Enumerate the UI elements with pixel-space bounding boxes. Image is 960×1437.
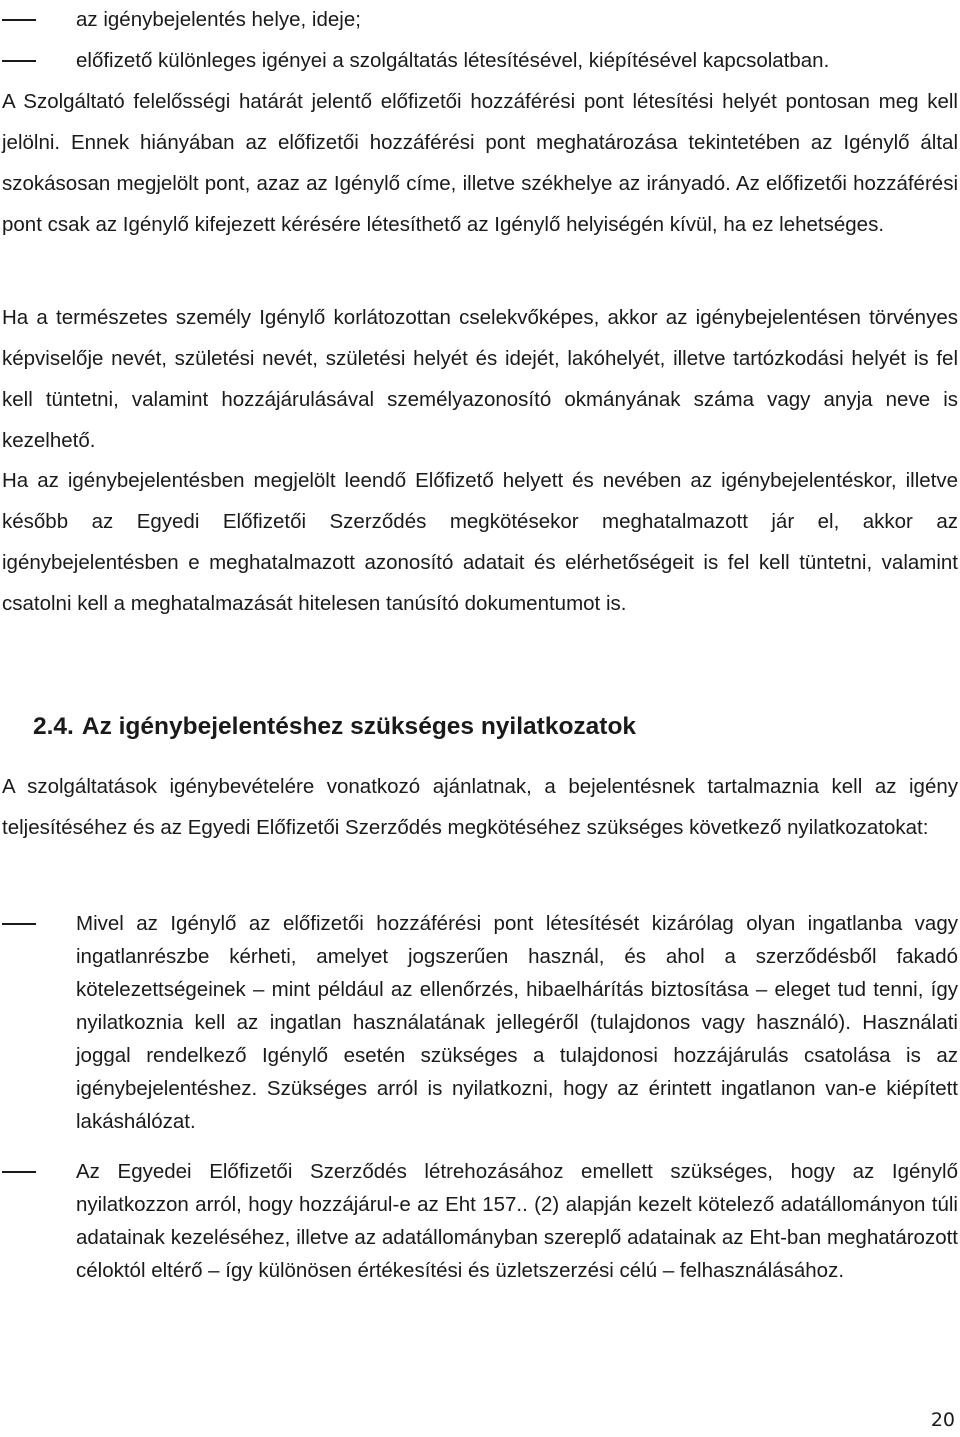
dash-bullet-icon <box>2 19 36 21</box>
list-item-text: az igénybejelentés helye, ideje; <box>76 8 361 31</box>
paragraph-limited-capacity: Ha a természetes személy Igénylő korlátozottan cselekvőképes, akkor az igénybejelentésen törvényes képviselője nevét, születési nevét, születési helyét és idejét, lakóhelyét, illetve tartózkodási helyét is fel kell tüntetni, valamint hozzájárulásával személyazonosító okmányának száma vagy anyja neve is kezelhető. <box>2 306 958 452</box>
list-item <box>0 40 958 81</box>
section-heading <box>33 706 636 747</box>
dash-bullet-icon <box>2 923 36 925</box>
list-item <box>0 1155 958 1287</box>
list-item-text: Az Egyedei Előfizetői Szerződés létrehozásához emellett szükséges, hogy az Igénylő nyilatkozzon arról, hogy hozzájárul-e az Eht 157.. (2) alapján kezelt kötelező adatállományon túli adatainak kezeléséhez, illetve az adatállományban szereplő adatainak az Eht-ban meghatározott céloktól eltérő – így különösen értékesítési és üzletszerzési célú – felhasználásához. <box>76 1160 958 1282</box>
dash-bullet-icon <box>2 1171 36 1173</box>
list-item <box>0 0 958 40</box>
list-item <box>0 907 958 1138</box>
list-item-text: előfizető különleges igényei a szolgáltatás létesítésével, kiépítésével kapcsolatban. <box>76 49 830 72</box>
paragraph-authorized-representative: Ha az igénybejelentésben megjelölt leendő Előfizető helyett és nevében az igénybejelentéskor, illetve később az Egyedi Előfizetői Szerződés megkötésekor meghatalmazott jár el, akkor az igénybejelentésben e meghatalmazott azonosító adatait és elérhetőségeit is fel kell tüntetni, valamint csatolni kell a meghatalmazását hitelesen tanúsító dokumentumot is. <box>2 469 958 615</box>
page-number: 20 <box>930 1409 955 1431</box>
section-number: 2.4. <box>33 713 74 740</box>
list-item-text: Mivel az Igénylő az előfizetői hozzáférési pont létesítését kizárólag olyan ingatlanba vagy ingatlanrészbe kérheti, amelyet jogszerűen használ, és ahol a szerződésből fakadó kötelezettségeinek – mint például az ellenőrzés, hibaelhárítás biztosítása – eleget tud tenni, így nyilatkoznia kell az ingatlan használatának jellegéről (tulajdonos vagy használó). Használati joggal rendelkező Igénylő esetén szükséges a tulajdonosi hozzájárulás csatolása is az igénybejelentéshez. Szükséges arról is nyilatkozni, hogy az érintett ingatlanon van-e kiépített lakáshálózat. <box>76 912 958 1133</box>
section-title: Az igénybejelentéshez szükséges nyilatkozatok <box>81 713 637 740</box>
paragraph-access-point: A Szolgáltató felelősségi határát jelentő előfizetői hozzáférési pont létesítési helyét pontosan meg kell jelölni. Ennek hiányában az előfizetői hozzáférési pont meghatározása tekintetében az Igénylő által szokásosan megjelölt pont, azaz az Igénylő címe, illetve székhelye az irányadó. Az előfizetői hozzáférési pont csak az Igénylő kifejezett kérésére létesíthető az Igénylő helyiségén kívül, ha ez lehetséges. <box>2 90 958 236</box>
dash-bullet-icon <box>2 60 36 62</box>
section-intro: A szolgáltatások igénybevételére vonatkozó ajánlatnak, a bejelentésnek tartalmaznia kell az igény teljesítéséhez és az Egyedi Előfizetői Szerződés megkötéséhez szükséges következő nyilatkozatokat: <box>2 775 958 839</box>
